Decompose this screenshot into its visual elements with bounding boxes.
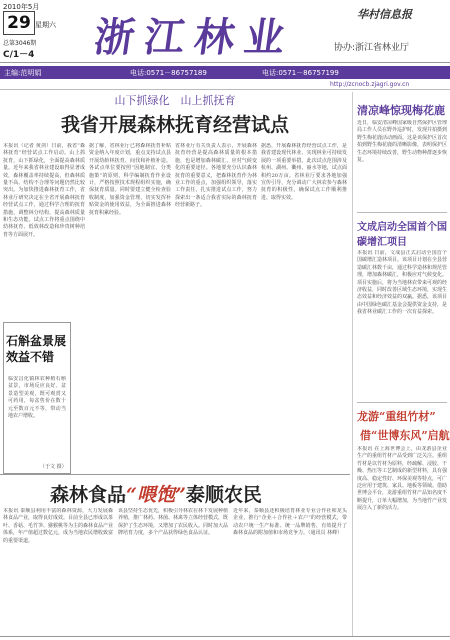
info-bar <box>0 66 450 79</box>
sidebar-rule-1 <box>357 212 447 213</box>
sidebar-rule-2 <box>357 402 447 403</box>
lead-headline: 我省开展森林抚育经营试点 <box>60 114 289 136</box>
day-box <box>3 11 35 35</box>
sidebar-text-2: 本报讯 日前，文成县正式启动全国首个国碳增汇造林项目。该项目计划在全县营造碳汇林数千亩，通过科学造林和规范管理，增加森林碳汇，积极应对气候变化。项目实施后，将为当地林农带来可观的经济收益，同时改善区域生态环境，实现生态效益和经济效益的双赢。据悉，该项目由中国绿色碳汇基金会提供资金支持，是我省林业碳汇工作的一次有益探索。 <box>357 250 447 316</box>
issue-number: 总第3046期 <box>3 40 37 47</box>
lead-column-4: 据悉，开展森林抚育经营试点工作，是我省建设现代林业、实现林业可持续发展的一项重要举措。此次试点范围涉及杭州、湖州、衢州、丽水等地，试点面积约20万亩。省林业厅要求各地加强宣传引导，充分调动广大林农参与森林抚育的积极性，确保试点工作顺利推进、取得实效。 <box>261 143 347 201</box>
website-link[interactable]: http://zcnocb.zjagri.gov.cn <box>330 81 410 88</box>
article-divider <box>0 474 350 475</box>
lead-column-2: 据了解，省林业厅已将森林抚育补贴资金纳入年度计划，重点支持试点县开展幼龄林抚育、间伐和补植补造。各试点单位要按照“因地制宜、分类施策”的原则，科学编制抚育作业设计，严格按照技术规程组织实施，确保抚育质量。同时要建立健全检查验收制度，加强资金管理，切实发挥补贴资金的使用效益，为全面推进森林抚育积累经验。 <box>89 143 171 216</box>
day-number: 29 <box>7 13 31 33</box>
article2-column-2: 该县坚持生态优先，积极引导林农在林下发展种植养殖，推广林药、林菌、林禽等立体经营模式，既保护了生态环境，又增加了农民收入。同时加大品牌培育力度，多个产品获得绿色食品认证。 <box>118 508 228 537</box>
sidebar-subheadline-3: 借“世博东风”启航 <box>360 429 450 442</box>
sponsor-line: 协办:浙江省林业厅 <box>334 43 410 53</box>
article2-column-1: 本报讯 泰顺县利用丰富的森林资源，大力发展森林食品产业，取得良好成效。目前全县已形成以茶叶、香菇、毛竹笋、猕猴桃等为主的森林食品产业体系，年产值超过数亿元，成为当地农民增收致富的重要渠道。 <box>3 508 113 544</box>
sidebar-headline-2: 文成启动全国首个国碳增汇项目 <box>357 222 447 248</box>
lead-column-1: 本报讯（记者 黄剑）日前，我省“森林抚育”经营试点工作启动。山上抓抚育，山下抓绿化，全面提高森林质量。近年来我省林业建设取得显著成效，森林覆盖率持续提高，但森林质量不高、结构不合理等问题仍然比较突出。为加快推进森林抚育工作，省林业厅研究决定在全省开展森林抚育经营试点工作，通过科学合理的抚育措施，调整林分结构，提高森林质量和生态功能。试点工作将重点围绕中幼林抚育、低效林改造和珍贵树种培育等方面展开。 <box>3 143 85 238</box>
article2-title-pre: 森林食品 <box>50 484 127 506</box>
footer-rule <box>0 636 450 637</box>
sidebar-divider <box>352 92 353 637</box>
weekday: 星期六 <box>35 21 56 29</box>
sidebar-headline-1: 清凉峰惊现梅花鹿 <box>357 104 445 117</box>
date-line: 2010年5月 <box>3 3 40 11</box>
hotline-2: 电话:0571－86757199 <box>262 69 339 77</box>
box-headline: 石斛盆景展效益不错 <box>6 334 67 364</box>
paper-brand: 华村信息报 <box>357 8 412 21</box>
lead-kicker: 山下抓绿化 山上抓抚育 <box>114 94 236 107</box>
article2-title-highlight: “喂饱” <box>126 484 186 506</box>
sidebar-headline-3: 龙游“重组竹材” <box>357 410 436 423</box>
article2-title-post: 泰顺农民 <box>185 484 262 506</box>
article2-column-3: 近年来，泰顺县还积极培育林业专业合作社和龙头企业，推行“企业＋合作社＋农户”的经营模式，带动农户统一生产标准、统一品牌销售，有效提升了森林食品的附加值和市场竞争力。（通讯员 林峰） <box>233 508 347 537</box>
box-text: 临安昌化镇林农种植石斛盆景，市场反应良好。盆景造型美观，既可观赏又可药用，每盆售价在数十元至数百元不等，带动当地农户增收。 <box>8 376 66 420</box>
editor-label: 主编:范明娟 <box>4 69 42 77</box>
section-divider <box>0 89 450 90</box>
article2-headline <box>50 480 262 507</box>
masthead-logo: 浙江林业 <box>91 14 298 61</box>
hotline-1: 电话:0571－86757189 <box>130 69 207 77</box>
header-divider <box>0 62 450 63</box>
lead-column-3: 省林业厅有关负责人表示，开展森林抚育经营是提高森林质量的根本措施，也是增加森林碳汇、应对气候变化的重要途径。各地要充分认识森林抚育的重要意义，把森林抚育作为林业工作的重点，加强组织领导，落实工作责任，扎实推进试点工作，努力探索出一条适合我省实际的森林抚育经营新路子。 <box>175 143 257 209</box>
sidebar-text-1: 近日，临安清凉峰国家级自然保护区管理局工作人员在野外巡护时，发现并拍摄到野生梅花鹿活动画面。这是该保护区首次拍到野生梅花鹿的清晰影像，表明保护区生态环境持续改善，野生动物种群逐步恢复。 <box>357 120 447 164</box>
box-byline: （于文 摄） <box>40 464 67 470</box>
issue-code: C/1－4 <box>3 50 35 60</box>
sidebar-text-3: 本报讯 在上海世博会上，由龙游县企业生产的重组竹材产品受到广泛关注。重组竹材是以竹材为原料，经疏解、浸胶、干燥、热压等工艺制成的新型材料，具有强度高、稳定性好、环保美观等特点，可广泛应用于建筑、家具、地板等领域。借助世博会平台，龙游重组竹材产品知名度不断提升，订单大幅增加，为当地竹产业发展注入了新的活力。 <box>357 446 447 512</box>
